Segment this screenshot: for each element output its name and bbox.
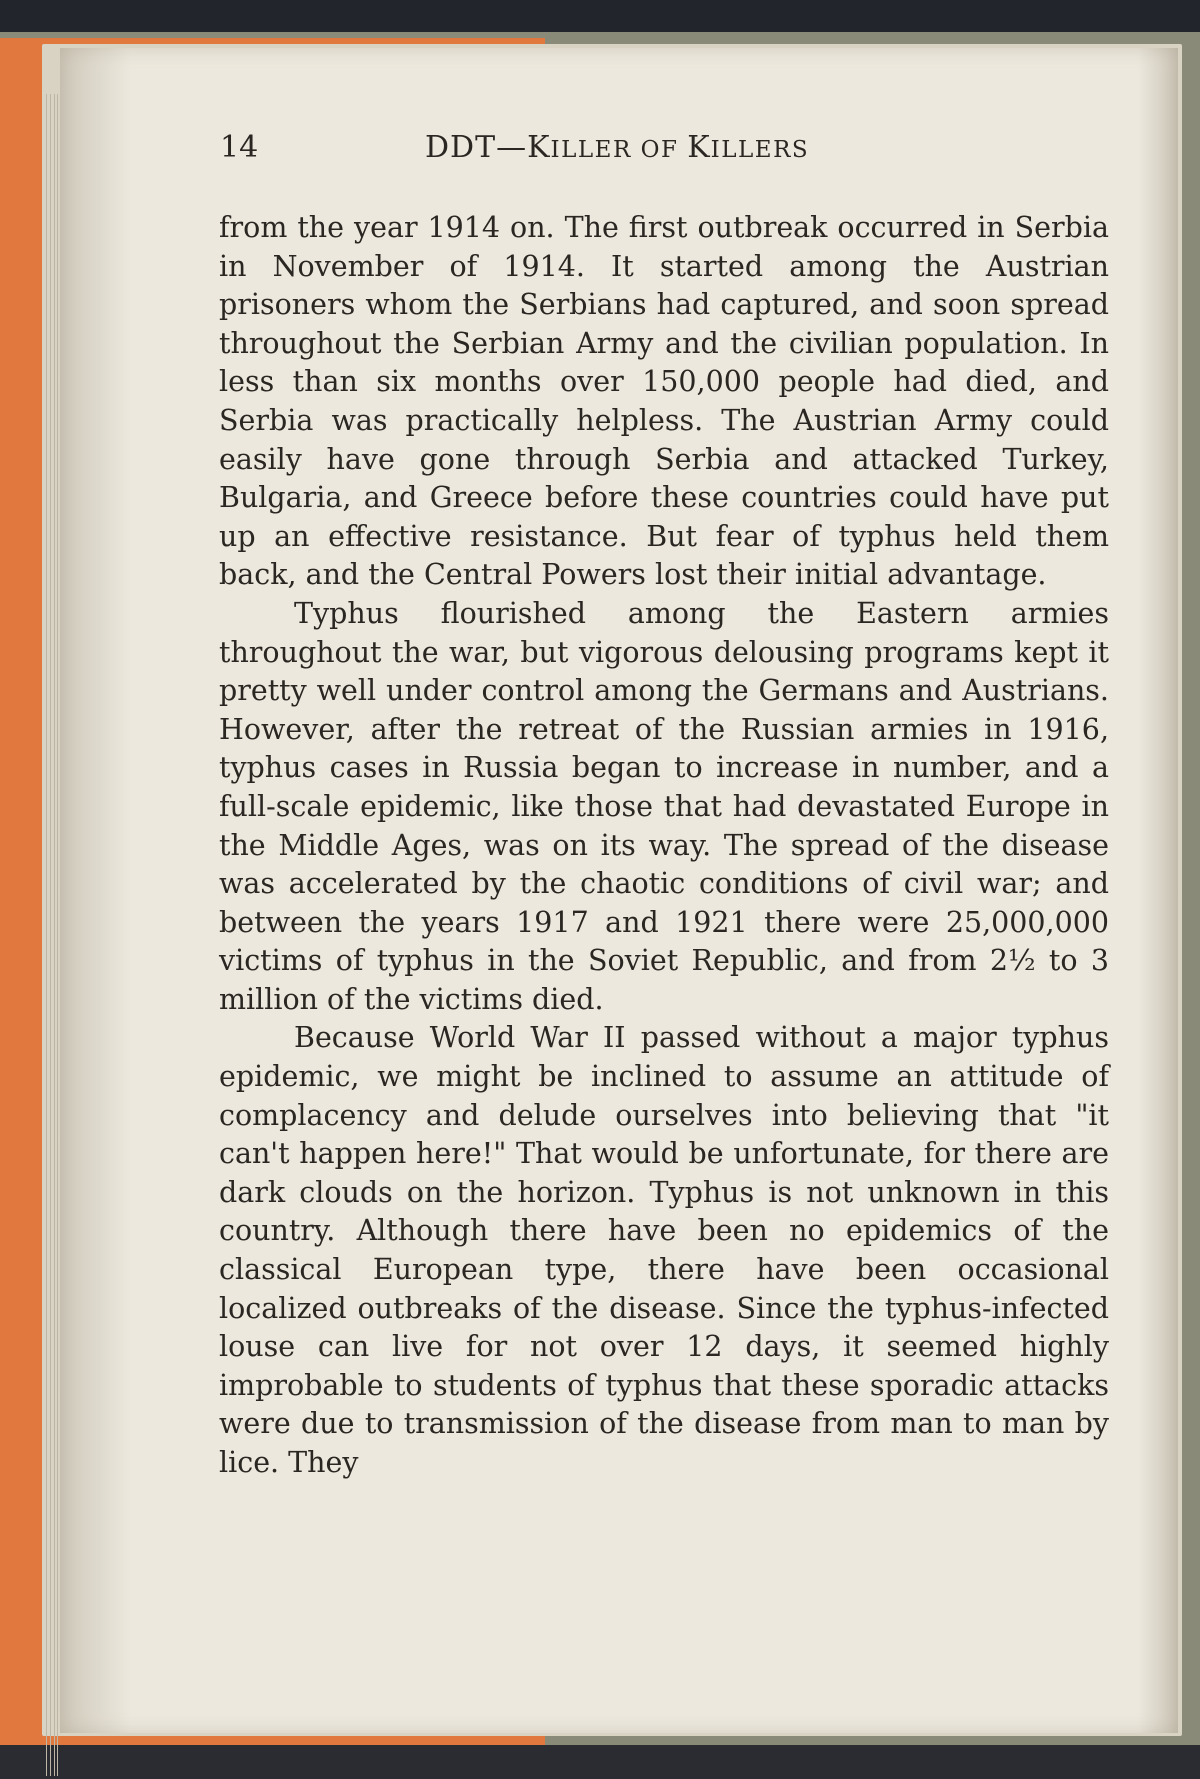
paragraph-1: from the year 1914 on. The first outbreak occurred in Serbia in November of 1914. It started among the Austrian prisoners whom the Serbians had captured, and soon spread throughout the Serbian Army and the civilian population. In less than six months over 150,000 people had died, and Serbia was practically helpless. The Austrian Army could easily have gone through Serbia and attacked Turkey, Bulgaria, and Greece before these countries could have put up an effective resistance. But fear of typhus held them back, and the Central Powers lost their initial advantage. (219, 211, 1109, 592)
page-edge-line (50, 94, 51, 1776)
body-text (219, 209, 1109, 1483)
page-header (220, 130, 1100, 190)
background-bottom (0, 1745, 1200, 1779)
paragraph-2: Typhus flourished among the Eastern armies throughout the war, but vigorous delousing programs kept it pretty well under control among the Germans and Austrians. However, after the retreat of the Russian armies in 1916, typhus cases in Russia began to increase in number, and a full-scale epidemic, like those that had devastated Europe in the Middle Ages, was on its way. The spread of the disease was accelerated by the chaotic conditions of civil war; and between the years 1917 and 1921 there were 25,000,000 victims of typhus in the Soviet Republic, and from 2½ to 3 million of the victims died. (219, 596, 1109, 1016)
page-edge-line (54, 94, 55, 1776)
running-head: DDT—KILLER OF KILLERS (425, 130, 810, 165)
paragraph-3: Because World War II passed without a major typhus epidemic, we might be inclined to assume an attitude of complacency and delude ourselves into believing that "it can't happen here!" That would be unfortunate, for there are dark clouds on the horizon. Typhus is not unknown in this country. Although there have been no epidemics of the classical European type, there have been occasional localized outbreaks of the disease. Since the typhus-infected louse can live for not over 12 days, it seemed highly improbable to students of typhus that these sporadic attacks were due to transmission of the disease from man to man by lice. They (219, 1021, 1109, 1479)
gutter-shadow (60, 48, 130, 1733)
edge-shadow (1138, 48, 1178, 1733)
page-edge-line (46, 94, 47, 1776)
page-edge-line (57, 94, 58, 1776)
page-number: 14 (220, 130, 259, 165)
